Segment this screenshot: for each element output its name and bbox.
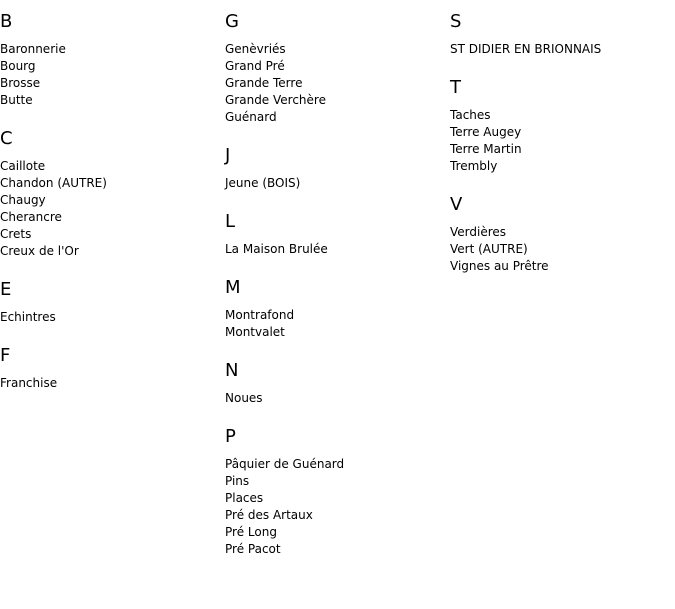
section-s	[450, 11, 675, 58]
section-letter: F	[0, 345, 11, 366]
list-item[interactable]: Echintres	[0, 310, 56, 324]
list-item[interactable]: Brosse	[0, 76, 41, 90]
entry-list	[225, 456, 450, 558]
list-item[interactable]: Terre Martin	[450, 142, 522, 156]
entry-list	[225, 175, 450, 192]
entry-list	[0, 309, 225, 326]
section-letter: B	[0, 11, 13, 32]
section-letter: C	[0, 128, 13, 149]
index-column-3	[450, 0, 675, 275]
list-item[interactable]: Creux de l'Or	[0, 244, 79, 258]
list-item[interactable]: Grande Terre	[225, 76, 303, 90]
section-p	[225, 426, 450, 558]
list-item[interactable]: Grande Verchère	[225, 93, 326, 107]
list-item[interactable]: Caillote	[0, 159, 46, 173]
section-letter: E	[0, 279, 12, 300]
section-letter: L	[225, 211, 236, 232]
entry-list	[0, 158, 225, 260]
list-item[interactable]: Trembly	[450, 159, 498, 173]
list-item[interactable]: La Maison Brulée	[225, 242, 328, 256]
section-v	[450, 194, 675, 275]
section-letter: S	[450, 11, 462, 32]
list-item[interactable]: ST DIDIER EN BRIONNAIS	[450, 42, 602, 56]
section-n	[225, 360, 450, 407]
entry-list	[450, 41, 675, 58]
section-e	[0, 279, 225, 326]
section-j	[225, 145, 450, 192]
list-item[interactable]: Cherancre	[0, 210, 62, 224]
list-item[interactable]: Montrafond	[225, 308, 295, 322]
section-letter: P	[225, 426, 236, 447]
entry-list	[225, 307, 450, 341]
entry-list	[225, 390, 450, 407]
section-letter: M	[225, 277, 241, 298]
list-item[interactable]: Pâquier de Guénard	[225, 457, 345, 471]
list-item[interactable]: Crets	[0, 227, 32, 241]
entry-list	[0, 41, 225, 109]
list-item[interactable]: Taches	[450, 108, 491, 122]
list-item[interactable]: Butte	[0, 93, 33, 107]
list-item[interactable]: Chandon (AUTRE)	[0, 176, 107, 190]
section-letter: T	[450, 77, 461, 98]
list-item[interactable]: Pré des Artaux	[225, 508, 313, 522]
entry-list	[450, 224, 675, 275]
section-l	[225, 211, 450, 258]
list-item[interactable]: Noues	[225, 391, 263, 405]
section-b	[0, 11, 225, 109]
section-g	[225, 11, 450, 126]
section-letter: J	[225, 145, 231, 166]
list-item[interactable]: Guénard	[225, 110, 277, 124]
list-item[interactable]: Verdières	[450, 225, 507, 239]
list-item[interactable]: Vignes au Prêtre	[450, 259, 549, 273]
list-item[interactable]: Places	[225, 491, 264, 505]
list-item[interactable]: Montvalet	[225, 325, 285, 339]
section-f	[0, 345, 225, 392]
list-item[interactable]: Terre Augey	[450, 125, 522, 139]
list-item[interactable]: Grand Pré	[225, 59, 285, 73]
section-m	[225, 277, 450, 341]
list-item[interactable]: Pins	[225, 474, 250, 488]
list-item[interactable]: Pré Pacot	[225, 542, 281, 556]
index-column-1	[0, 0, 225, 392]
list-item[interactable]: Jeune (BOIS)	[225, 176, 301, 190]
section-letter: G	[225, 11, 239, 32]
list-item[interactable]: Franchise	[0, 376, 58, 390]
list-item[interactable]: Bourg	[0, 59, 36, 73]
index-column-2	[225, 0, 450, 558]
list-item[interactable]: Vert (AUTRE)	[450, 242, 528, 256]
section-c	[0, 128, 225, 260]
list-item[interactable]: Genèvriés	[225, 42, 286, 56]
entry-list	[450, 107, 675, 175]
entry-list	[0, 375, 225, 392]
list-item[interactable]: Pré Long	[225, 525, 277, 539]
section-letter: N	[225, 360, 239, 381]
entry-list	[225, 241, 450, 258]
section-t	[450, 77, 675, 175]
section-letter: V	[450, 194, 463, 215]
list-item[interactable]: Chaugy	[0, 193, 46, 207]
entry-list	[225, 41, 450, 126]
list-item[interactable]: Baronnerie	[0, 42, 66, 56]
